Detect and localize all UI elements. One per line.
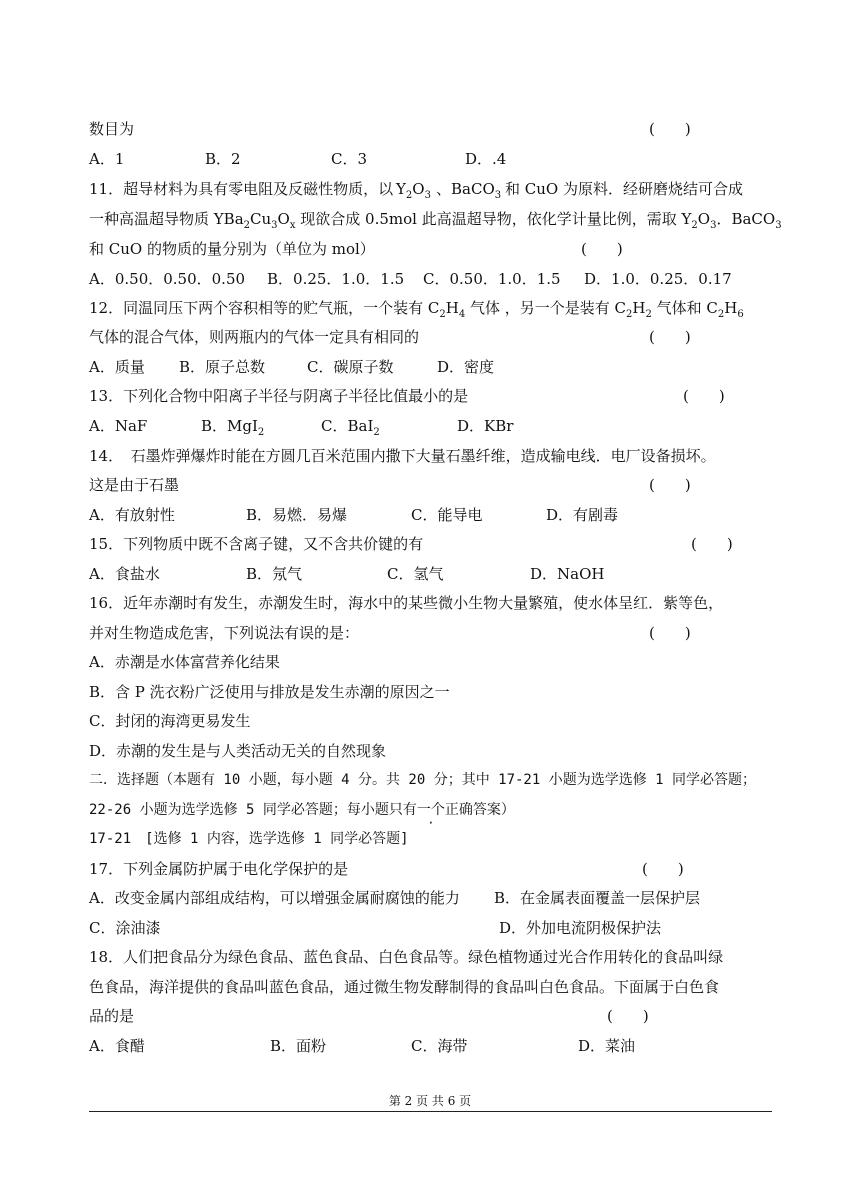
q13-line1-text: 13．下列化合物中阳离子半径与阴离子半径比值最小的是 [89, 387, 469, 405]
footer-divider [89, 1111, 772, 1112]
q10-stem-text: 数目为 [89, 120, 135, 138]
q13-option-b: B．MgI$_2$ [201, 417, 265, 438]
q17-option-d: D．外加电流阴极保护法 [499, 919, 662, 937]
q12-answer-blank: ( ) [649, 328, 691, 346]
q10-option-b: B．2 [205, 150, 241, 168]
q11-line1-rest: 和 CuO 为原料．经研磨烧结可合成 [505, 180, 743, 198]
q14-line2-text: 这是由于石墨 [89, 476, 180, 494]
q16-option-b: B．含 P 洗衣粉广泛使用与排放是发生赤潮的原因之一 [89, 683, 450, 701]
q17-answer-blank: ( ) [642, 860, 684, 878]
q15-line1-text: 15．下列物质中既不含离子键，又不含共价键的有 [89, 535, 424, 553]
q18-option-a: A．食醋 [89, 1037, 145, 1055]
q16-line2-text: 并对生物造成危害，下列说法有误的是： [89, 624, 360, 642]
q11-option-b: B．0.25．1.0．1.5 [267, 270, 405, 288]
q12-line1-text: 12．同温同压下两个容积相等的贮气瓶，一个装有 $C_2H_4$ 气体 ，另一个是装有 $C_2H_2$ 气体和 $C_2H_6$ [89, 299, 744, 320]
q16-option-d: D．赤潮的发生是与人类活动无关的自然现象 [89, 742, 387, 760]
q13-option-d: D．KBr [457, 417, 514, 435]
q16-answer-blank: ( ) [649, 624, 691, 642]
q15-option-d: D．NaOH [530, 565, 605, 583]
q13-option-a: A．NaF [89, 417, 148, 435]
q11-line2-text: 一种高温超导物质 $YBa_2Cu_3O_x$ 现欲合成 0.5mol 此高温超导物，依化学计量比例，需取 $Y_2O_3$．BaCO$_3$ [89, 210, 782, 231]
q17-option-b: B．在金属表面覆盖一层保护层 [494, 889, 701, 907]
q18-option-b: B．面粉 [270, 1037, 327, 1055]
q11-sep: 、 [436, 180, 452, 198]
q11-option-d: D．1.0．0.25．0.17 [584, 270, 732, 288]
q18-answer-blank: ( ) [607, 1007, 649, 1025]
q18-option-c: C．海带 [411, 1037, 468, 1055]
q11-line1-text: 11．超导材料为具有零电阻及反磁性物质，以 [89, 180, 394, 198]
page-number-footer: 第 2 页 共 6 页 [388, 1094, 472, 1108]
q14-option-b: B．易燃．易爆 [246, 506, 348, 524]
section2-line1-text: 二．选择题（本题有 10 小题，每小题 4 分。共 20 分；其中 17-21 小题为选学选修 1 同学必答题； [89, 772, 757, 788]
q12-option-c: C．碳原子数 [307, 358, 394, 376]
q10-answer-blank: ( ) [649, 120, 691, 138]
q15-option-a: A．食盐水 [89, 565, 160, 583]
section2-line2-text [89, 799, 515, 821]
q18-option-d: D．菜油 [578, 1037, 636, 1055]
q18-line1-text: 18．人们把食品分为绿色食品、蓝色食品、白色食品等。绿色植物通过光合作用转化的食品叫绿 [89, 948, 724, 966]
emphasis-one-text: 一个 [416, 802, 445, 818]
q14-option-c: C．能导电 [411, 506, 483, 524]
q11-formula-baco3: BaCO$_3$ [451, 180, 502, 201]
q18-line2-text: 色食品，海洋提供的食品叫蓝色食品，通过微生物发酵制得的食品叫白色食品。下面属于白色食 [89, 978, 720, 996]
q15-option-b: B．氖气 [246, 565, 303, 583]
q12-option-b: B．原子总数 [179, 358, 266, 376]
q10-option-a: A．1 [89, 150, 125, 168]
q16-option-c: C．封闭的海湾更易发生 [89, 712, 251, 730]
q14-answer-blank: ( ) [649, 476, 691, 494]
q16-line1-text: 16．近年赤潮时有发生，赤潮发生时，海水中的某些微小生物大量繁殖，使水体呈红．紫等色， [89, 594, 724, 612]
section2-line2-post: 正确答案） [444, 802, 515, 818]
q12-option-d: D．密度 [437, 358, 495, 376]
q11-option-c: C．0.50．1.0．1.5 [423, 270, 561, 288]
q15-answer-blank: ( ) [691, 535, 733, 553]
q12-option-a: A．质量 [89, 358, 145, 376]
q17-line1-text: 17．下列金属防护属于电化学保护的是 [89, 860, 349, 878]
q14-line1-text: 14． 石墨炸弹爆炸时能在方圆几百米范围内撒下大量石墨纤维，造成输电线．电厂设备损坏。 [89, 447, 716, 465]
q13-option-c: C．BaI$_2$ [321, 417, 380, 438]
q18-line3-text: 品的是 [89, 1007, 135, 1025]
q15-option-c: C．氢气 [387, 565, 444, 583]
q11-answer-blank: ( ) [581, 240, 623, 258]
q10-option-c: C．3 [331, 150, 368, 168]
q14-option-d: D．有剧毒 [546, 506, 619, 524]
q17-option-c: C．涂油漆 [89, 919, 161, 937]
q14-option-a: A．有放射性 [89, 506, 175, 524]
q11-formula-y2o3: $Y_2O_3$ [396, 180, 431, 201]
section2-line3-text: 17-21 [选修 1 内容，选学选修 1 同学必答题] [89, 831, 409, 847]
q12-line2-text: 气体的混合气体，则两瓶内的气体一定具有相同的 [89, 328, 420, 346]
q11-line3-text: 和 CuO 的物质的量分别为（单位为 mol） [89, 240, 375, 258]
q16-option-a: A．赤潮是水体富营养化结果 [89, 653, 280, 671]
q11-option-a: A．0.50．0.50．0.50 [89, 270, 246, 288]
q17-option-a: A．改变金属内部组成结构，可以增强金属耐腐蚀的能力 [89, 889, 460, 907]
q13-answer-blank: ( ) [683, 387, 725, 405]
section2-line2-pre: 22-26 小题为选学选修 5 同学必答题；每小题只有 [89, 802, 417, 818]
q10-option-d: D．.4 [465, 150, 507, 168]
